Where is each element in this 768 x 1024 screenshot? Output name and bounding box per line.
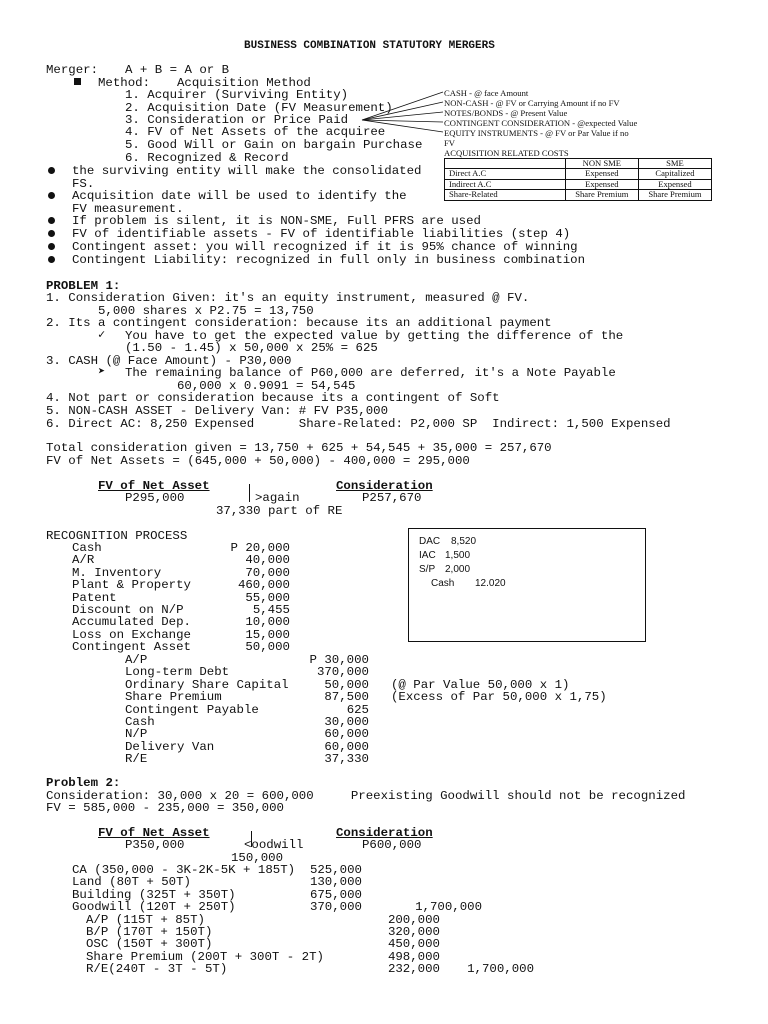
- goodwill-label: <oodwill: [244, 838, 304, 852]
- table-header: SME: [638, 159, 711, 169]
- goodwill-value: 150,000: [231, 851, 284, 865]
- debit-account: Plant & Property: [72, 578, 191, 593]
- credit-amount: 370,000: [316, 665, 369, 680]
- checkmark-icon: ✓: [98, 328, 106, 342]
- bullet-text: the surviving entity will make the consolidated: [72, 164, 422, 178]
- box-label: DAC: [419, 536, 441, 547]
- entry-account: B/P (170T + 150T): [86, 925, 213, 939]
- bullet-text: FV measurement.: [72, 202, 184, 216]
- table-cell: Share Premium: [565, 190, 638, 200]
- step: 1. Acquirer (Surviving Entity): [125, 88, 349, 102]
- debit-amount: 40,000: [245, 553, 290, 568]
- bullet-icon: [48, 217, 55, 224]
- table-header: NON SME: [565, 159, 638, 169]
- credit-note: (Excess of Par 50,000 x 1,75): [391, 690, 607, 705]
- debit-account: Accumulated Dep.: [72, 615, 191, 630]
- step: 2. Acquisition Date (FV Measurement): [125, 101, 393, 115]
- debit-account: Loss on Exchange: [72, 627, 191, 642]
- p1-line: 6. Direct AC: 8,250 Expensed Share-Related: P2,000 SP Indirect: 1,500 Expensed: [46, 417, 671, 431]
- credit-account: Contingent Payable: [125, 702, 259, 717]
- table-cell: Direct A.C: [445, 169, 566, 179]
- debit-amount: 460,000: [237, 578, 290, 593]
- credit-account: Long-term Debt: [125, 665, 230, 680]
- entry-credit: 498,000: [387, 949, 440, 964]
- credit-account: N/P: [125, 727, 148, 742]
- table-cell: Expensed: [565, 169, 638, 179]
- entry-debit: 675,000: [309, 887, 362, 902]
- note: CONTINGENT CONSIDERATION - @expected Value: [444, 118, 638, 128]
- step: 5. Good Will or Gain on bargain Purchase: [125, 138, 423, 152]
- summary-box: [408, 528, 646, 642]
- box-label: IAC: [419, 550, 436, 561]
- bullet-icon: [48, 167, 55, 174]
- p1-line: 5. NON-CASH ASSET - Delivery Van: # FV P35,000: [46, 404, 389, 418]
- credit-amount: 50,000: [324, 677, 369, 692]
- credit-amount: 87,500: [324, 690, 369, 705]
- note: NON-CASH - @ FV or Carrying Amount if no FV: [444, 98, 620, 108]
- re-note: 37,330 part of RE: [216, 504, 343, 518]
- entry-account: Building (325T + 350T): [72, 887, 236, 902]
- note: FV: [444, 138, 455, 148]
- credit-amount: 60,000: [324, 739, 369, 754]
- fv-net-asset-value: P350,000: [125, 838, 185, 852]
- box-value: 8,520: [451, 536, 477, 547]
- debit-amount: 5,455: [252, 603, 290, 617]
- note: CASH - @ face Amount: [444, 88, 529, 98]
- merger-label: Merger:: [46, 63, 99, 77]
- bullet-text: Contingent asset: you will recognized if it is 95% chance of winning: [72, 240, 578, 254]
- p2-line: Consideration: 30,000 x 20 = 600,000 Preexisting Goodwill should not be recognized: [46, 789, 686, 803]
- p1-line: 60,000 x 0.9091 = 54,545: [177, 379, 356, 393]
- bullet-text: Acquisition date will be used to identify the: [72, 189, 407, 203]
- credit-account: Cash: [125, 715, 155, 729]
- table-cell: Capitalized: [638, 169, 711, 179]
- fv-net-asset-value: P295,000: [125, 491, 185, 505]
- table-cell: Share Premium: [638, 190, 711, 200]
- again-note: >again: [255, 491, 300, 505]
- entry-account: Share Premium (200T + 300T - 2T): [86, 949, 324, 964]
- credit-amount: 60,000: [324, 727, 369, 742]
- square-bullet-icon: [74, 78, 81, 85]
- step: 4. FV of Net Assets of the acquiree: [125, 125, 386, 139]
- credit-amount: 30,000: [324, 715, 369, 729]
- credit-amount: P 30,000: [309, 653, 369, 667]
- debit-account: A/R: [72, 553, 95, 568]
- box-label: S/P: [419, 564, 436, 575]
- box-value: 12.020: [475, 578, 506, 589]
- consideration-value: P600,000: [362, 838, 422, 852]
- merger-formula: A + B = A or B: [125, 63, 230, 77]
- credit-note: (@ Par Value 50,000 x 1): [391, 677, 570, 692]
- p1-line: 5,000 shares x P2.75 = 13,750: [98, 304, 314, 318]
- acq-costs-title: ACQUISITION RELATED COSTS: [444, 148, 569, 158]
- p1-line: 4. Not part or consideration because its a contingent of Soft: [46, 391, 500, 405]
- debit-amount: 55,000: [245, 590, 290, 605]
- table-cell: Share-Related: [445, 190, 566, 200]
- bullet-icon: [48, 256, 55, 263]
- p1-line: The remaining balance of P60,000 are deferred, it's a Note Payable: [125, 366, 616, 380]
- bullet-text: If problem is silent, it is NON-SME, Full PFRS are used: [72, 214, 481, 228]
- bullet-icon: [48, 230, 55, 237]
- entry-total: 1,700,000: [467, 962, 534, 977]
- step: 6. Recognized & Record: [125, 151, 289, 165]
- debit-amount: P 20,000: [230, 541, 290, 555]
- table-cell: [445, 159, 566, 169]
- debit-amount: 10,000: [245, 615, 290, 630]
- entry-debit: 130,000: [309, 875, 362, 890]
- bullet-text: FS.: [72, 177, 95, 191]
- box-value: 2,000: [445, 564, 471, 575]
- fv-net-asset-heading: FV of Net Asset: [98, 479, 210, 493]
- page-title: BUSINESS COMBINATION STATUTORY MERGERS: [244, 40, 495, 52]
- bullet-icon: [48, 192, 55, 199]
- debit-account: Discount on N/P: [72, 603, 184, 617]
- p1-line: 1. Consideration Given: it's an equity instrument, measured @ FV.: [46, 291, 530, 305]
- entry-account: Land (80T + 50T): [72, 875, 191, 890]
- entry-account: A/P (115T + 85T): [86, 912, 205, 927]
- credit-account: Delivery Van: [125, 739, 215, 754]
- credit-account: A/P: [125, 653, 148, 667]
- p2-line: FV = 585,000 - 235,000 = 350,000: [46, 801, 284, 815]
- debit-amount: 15,000: [245, 627, 290, 642]
- p1-line: You have to get the expected value by getting the difference of the: [125, 329, 624, 343]
- divider: [249, 484, 250, 502]
- entry-debit: 370,000: [309, 900, 362, 915]
- credit-account: R/E: [125, 752, 148, 767]
- debit-account: M. Inventory: [72, 565, 162, 580]
- p1-total: FV of Net Assets = (645,000 + 50,000) - 400,000 = 295,000: [46, 454, 470, 468]
- arrowhead-icon: ➤: [98, 365, 106, 379]
- debit-amount: 70,000: [245, 565, 290, 580]
- bullet-icon: [48, 243, 55, 250]
- p1-line: (1.50 - 1.45) x 50,000 x 25% = 625: [125, 341, 378, 355]
- debit-amount: 50,000: [245, 640, 290, 655]
- step: 3. Consideration or Price Paid: [125, 113, 349, 127]
- section-heading: PROBLEM 1:: [46, 279, 121, 293]
- note: NOTES/BONDS - @ Present Value: [444, 108, 568, 118]
- entry-account: CA (350,000 - 3K-2K-5K + 185T): [72, 863, 296, 877]
- table-cell: Expensed: [565, 179, 638, 189]
- box-value: 1,500: [445, 550, 471, 561]
- consideration-heading: Consideration: [336, 826, 433, 840]
- method-value: Acquisition Method: [177, 76, 311, 90]
- acq-costs-table: [444, 158, 712, 201]
- entry-credit: 320,000: [387, 925, 440, 939]
- debit-account: Patent: [72, 590, 117, 605]
- table-cell: Indirect A.C: [445, 179, 566, 189]
- entry-account: Goodwill (120T + 250T): [72, 900, 236, 915]
- credit-amount: 625: [346, 702, 369, 717]
- fv-net-asset-heading: FV of Net Asset: [98, 826, 210, 840]
- p1-line: 3. CASH (@ Face Amount) - P30,000: [46, 354, 292, 368]
- debit-account: Contingent Asset: [72, 640, 191, 655]
- entry-credit: 450,000: [387, 937, 440, 952]
- entry-account: OSC (150T + 300T): [86, 937, 213, 952]
- note: EQUITY INSTRUMENTS - @ FV or Par Value if no: [444, 128, 629, 138]
- entry-debit: 525,000: [309, 863, 362, 877]
- consideration-value: P257,670: [362, 491, 422, 505]
- section-heading: RECOGNITION PROCESS: [46, 529, 188, 543]
- section-heading: Problem 2:: [46, 776, 121, 790]
- p1-total: Total consideration given = 13,750 + 625 + 54,545 + 35,000 = 257,670: [46, 441, 552, 455]
- credit-account: Share Premium: [125, 690, 222, 705]
- bullet-text: FV of identifiable assets - FV of identifiable liabilities (step 4): [72, 227, 571, 241]
- entry-credit: 232,000: [387, 962, 440, 977]
- bullet-text: Contingent Liability: recognized in full only in business combination: [72, 253, 586, 267]
- connector-lines: [340, 86, 450, 136]
- entry-credit: 1,700,000: [415, 900, 482, 915]
- p1-line: 2. Its a contingent consideration: because its an additional payment: [46, 316, 552, 330]
- entry-account: R/E(240T - 3T - 5T): [86, 962, 228, 977]
- table-cell: Expensed: [638, 179, 711, 189]
- credit-account: Ordinary Share Capital: [125, 677, 289, 692]
- debit-account: Cash: [72, 541, 102, 555]
- entry-credit: 200,000: [387, 912, 440, 927]
- method-label: Method:: [98, 76, 151, 90]
- credit-amount: 37,330: [324, 752, 369, 767]
- box-label: Cash: [431, 578, 455, 589]
- consideration-heading: Consideration: [336, 479, 433, 493]
